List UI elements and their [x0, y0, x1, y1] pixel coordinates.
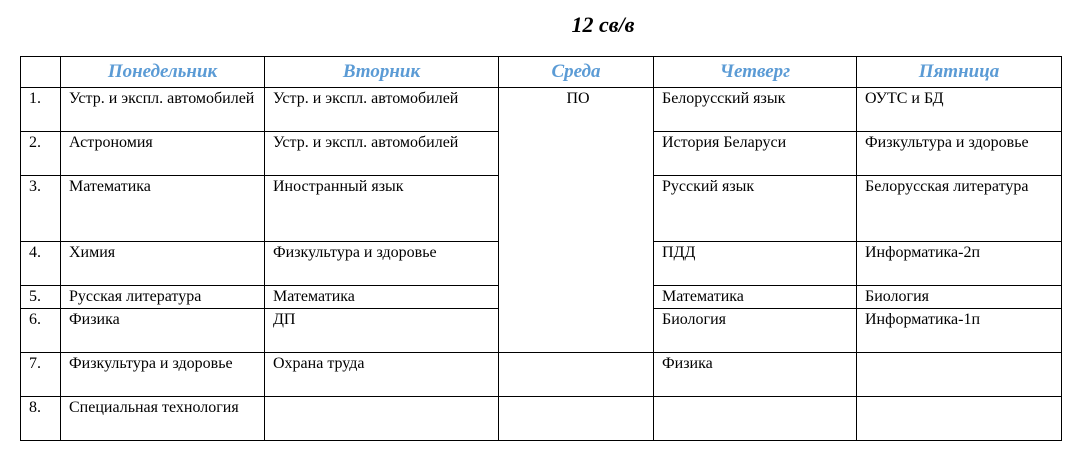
lesson-number: 4.	[21, 242, 61, 286]
header-day-friday: Пятница	[857, 57, 1062, 88]
header-cell-num	[21, 57, 61, 88]
lesson-number: 6.	[21, 309, 61, 353]
cell-tuesday: Иностранный язык	[265, 176, 499, 242]
lesson-number: 8.	[21, 397, 61, 441]
cell-friday: Информатика-1п	[857, 309, 1062, 353]
cell-friday: Белорусская литература	[857, 176, 1062, 242]
table-row	[21, 397, 1062, 441]
cell-thursday: Математика	[654, 286, 857, 309]
cell-monday: Химия	[61, 242, 265, 286]
cell-thursday: История Беларуси	[654, 132, 857, 176]
lesson-number: 2.	[21, 132, 61, 176]
cell-friday: ОУТС и БД	[857, 88, 1062, 132]
cell-monday: Специальная технология	[61, 397, 265, 441]
table-row	[21, 88, 1062, 132]
cell-tuesday: Устр. и экспл. автомобилей	[265, 132, 499, 176]
lesson-number: 3.	[21, 176, 61, 242]
page-title: 12 св/в	[571, 12, 635, 37]
cell-monday: Астрономия	[61, 132, 265, 176]
header-day-tuesday: Вторник	[265, 57, 499, 88]
lesson-number: 5.	[21, 286, 61, 309]
cell-thursday	[654, 397, 857, 441]
cell-monday: Устр. и экспл. автомобилей	[61, 88, 265, 132]
cell-monday: Математика	[61, 176, 265, 242]
header-day-wednesday: Среда	[499, 57, 654, 88]
schedule-table	[20, 56, 1062, 441]
cell-monday: Физика	[61, 309, 265, 353]
table-row	[21, 353, 1062, 397]
cell-wednesday	[499, 353, 654, 397]
cell-thursday: Русский язык	[654, 176, 857, 242]
cell-tuesday: Устр. и экспл. автомобилей	[265, 88, 499, 132]
cell-thursday: Биология	[654, 309, 857, 353]
cell-friday: Физкультура и здоровье	[857, 132, 1062, 176]
lesson-number: 1.	[21, 88, 61, 132]
cell-thursday: Белорусский язык	[654, 88, 857, 132]
cell-monday: Русская литература	[61, 286, 265, 309]
cell-friday: Информатика-2п	[857, 242, 1062, 286]
cell-wednesday	[499, 397, 654, 441]
cell-friday: Биология	[857, 286, 1062, 309]
header-day-monday: Понедельник	[61, 57, 265, 88]
cell-tuesday: Математика	[265, 286, 499, 309]
cell-thursday: ПДД	[654, 242, 857, 286]
cell-friday	[857, 353, 1062, 397]
cell-thursday: Физика	[654, 353, 857, 397]
header-row	[21, 57, 1062, 88]
lesson-number: 7.	[21, 353, 61, 397]
cell-tuesday	[265, 397, 499, 441]
cell-tuesday: Физкультура и здоровье	[265, 242, 499, 286]
cell-tuesday: ДП	[265, 309, 499, 353]
cell-monday: Физкультура и здоровье	[61, 353, 265, 397]
cell-friday	[857, 397, 1062, 441]
header-day-thursday: Четверг	[654, 57, 857, 88]
cell-tuesday: Охрана труда	[265, 353, 499, 397]
cell-wednesday-merged: ПО	[499, 88, 654, 353]
